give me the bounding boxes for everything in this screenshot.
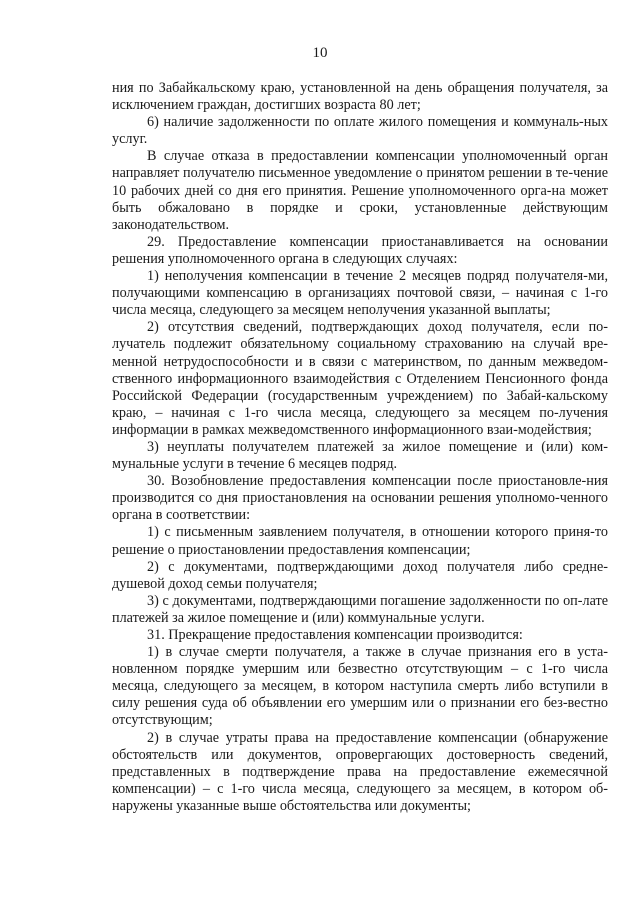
paragraph-continuation: ния по Забайкальскому краю, установленной на день обращения получателя, за исключением граждан, достигших возраста 80 лет; [112, 80, 608, 114]
clause-29-item-2: 2) отсутствия сведений, подтверждающих доход получателя, если по-лучатель подлежит обязательному социальному страхованию на случай вре-менной нетрудоспособности и в связи с материнством, по данным межведом-ственного информационного взаимодействия с Отделением Пенсионного фонда Российской Федерации (государственным учреждением) по Забай-кальскому краю, – начиная с 1-го числа месяца, следующего за месяцем по-лучения информации в рамках межведомственного информационного взаи-модействия; [112, 319, 608, 438]
clause-29-suspension: 29. Предоставление компенсации приостанавливается на основании решения уполномоченного органа в следующих случаях: [112, 233, 608, 267]
clause-29-item-1: 1) неполучения компенсации в течение 2 месяцев подряд получателя-ми, получающими компенсацию в организациях почтовой связи, – начиная с 1-го числа месяца, следующего за месяцем неполучения указанной выплаты; [112, 268, 608, 319]
clause-29-item-3: 3) неуплаты получателем платежей за жилое помещение и (или) ком-мунальные услуги в течение 6 месяцев подряд. [112, 438, 608, 473]
clause-31-termination: 31. Прекращение предоставления компенсации производится: [147, 627, 523, 643]
list-item-6-debt: 6) наличие задолженности по оплате жилого помещения и коммуналь-ных услуг. [112, 114, 608, 148]
clause-30-resumption: 30. Возобновление предоставления компенсации после приостановле-ния производится со дня приостановления на основании решения уполномо-ченного органа в соответствии: [112, 473, 608, 524]
clause-31-item-2: 2) в случае утраты права на предоставление компенсации (обнаружение обстоятельств или документов, опровергающих достоверность сведений, представленных в подтверждение права на предоставление ежемесячной компенсации) – с 1-го числа месяца, следующего за месяцем, в котором об-наружены указанные выше обстоятельства или документы; [112, 729, 608, 814]
clause-30-item-3: 3) с документами, подтверждающими погашение задолженности по оп-лате платежей за жилое помещение и (или) коммунальные услуги. [112, 592, 608, 626]
paragraph-refusal-notice: В случае отказа в предоставлении компенсации уполномоченный орган направляет получателю письменное уведомление о принятом решении в те-чение 10 рабочих дней со дня его принятия. Решение уполномоченного орга-на может быть обжаловано в порядке и сроки, установленные действующим законодательством. [112, 148, 608, 233]
document-body [112, 80, 608, 815]
clause-31-item-1: 1) в случае смерти получателя, а также в случае признания его в уста-новленном порядке умершим или безвестно отсутствующим – с 1-го числа месяца, следующего за месяцем, в котором наступила смерть либо вступили в силу решения суда об объявлении его умершим или о признании его без-вестно отсутствующим; [112, 644, 608, 729]
clause-30-item-2: 2) с документами, подтверждающими доход получателя либо средне-душевой доход семьи получателя; [112, 558, 608, 592]
page-number: 10 [312, 45, 328, 61]
clause-30-item-1: 1) с письменным заявлением получателя, в отношении которого приня-то решение о приостановлении предоставления компенсации; [112, 524, 608, 558]
